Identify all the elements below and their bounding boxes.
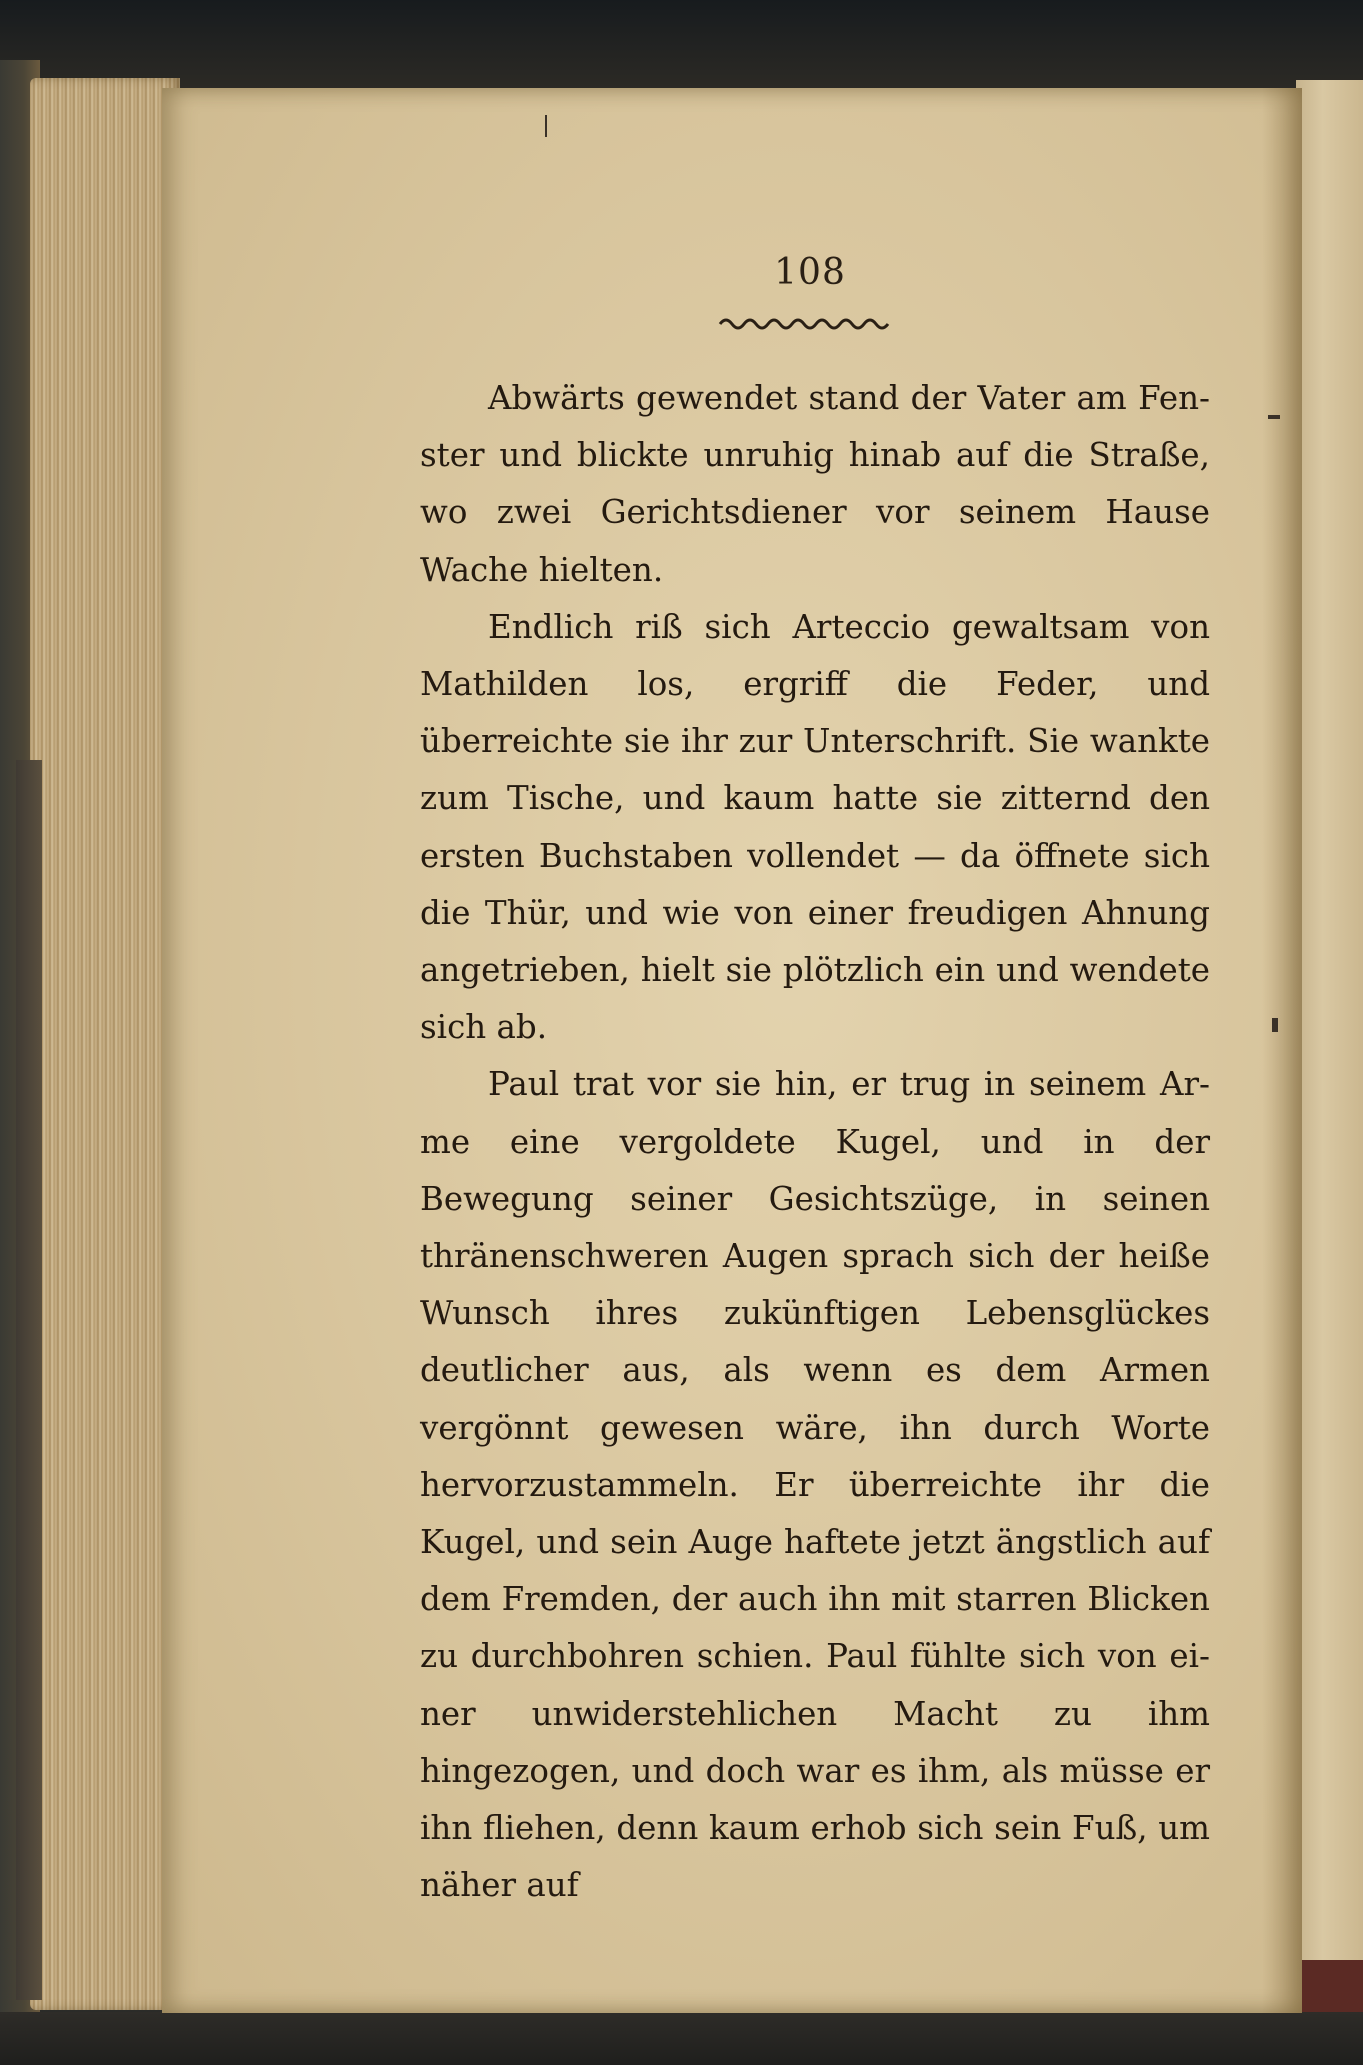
page-number: 108	[774, 252, 846, 293]
paragraph: Abwärts gewendet stand der Vater am Fenster und blickte unruhig hinab auf die Straße, wo zwei Gerichtsdiener vor seinem Hause Wache hielten.	[420, 379, 1210, 589]
page-mark	[1268, 415, 1280, 419]
page-mark	[1272, 1018, 1278, 1032]
cover-board-top	[0, 0, 1363, 90]
binding-edge	[16, 760, 42, 2000]
body-text	[420, 370, 1210, 1914]
cover-board-bottom	[0, 2012, 1363, 2065]
wavy-rule-ornament	[718, 314, 896, 330]
page-edges	[30, 78, 180, 2010]
paragraph: Paul trat vor sie hin, er trug in seinem Arme eine vergoldete Kugel, und in der Bewegung seiner Gesichtszüge, in seinen thränenschweren Augen sprach sich der heiße Wunsch ihres zukünftigen Lebensglückes deutlicher aus, als wenn es dem Armen vergönnt gewesen wäre, ihn durch Worte hervorzustammeln. Er überreichte ihr die Kugel, und sein Auge haftete jetzt ängstlich auf dem Fremden, der auch ihn mit starren Blicken zu durchbohren schien. Paul fühlte sich von einer unwiderstehlichen Macht zu ihm hingezogen, und doch war es ihm, als müsse er ihn fliehen, denn kaum erhob sich sein Fuß, um näher auf	[420, 1065, 1210, 1905]
facing-page-edge	[1296, 80, 1363, 2030]
gutter-shadow	[1262, 88, 1302, 2013]
page-mark	[545, 115, 547, 137]
paragraph: Endlich riß sich Arteccio gewaltsam von Mathilden los, ergriff die Feder, und überreichte sie ihr zur Unterschrift. Sie wankte zum Tische, und kaum hatte sie zitternd den ersten Buchstaben vollendet — da öffnete sich die Thür, und wie von einer freudigen Ahnung angetrieben, hielt sie plötzlich ein und wendete sich ab.	[420, 607, 1210, 1047]
